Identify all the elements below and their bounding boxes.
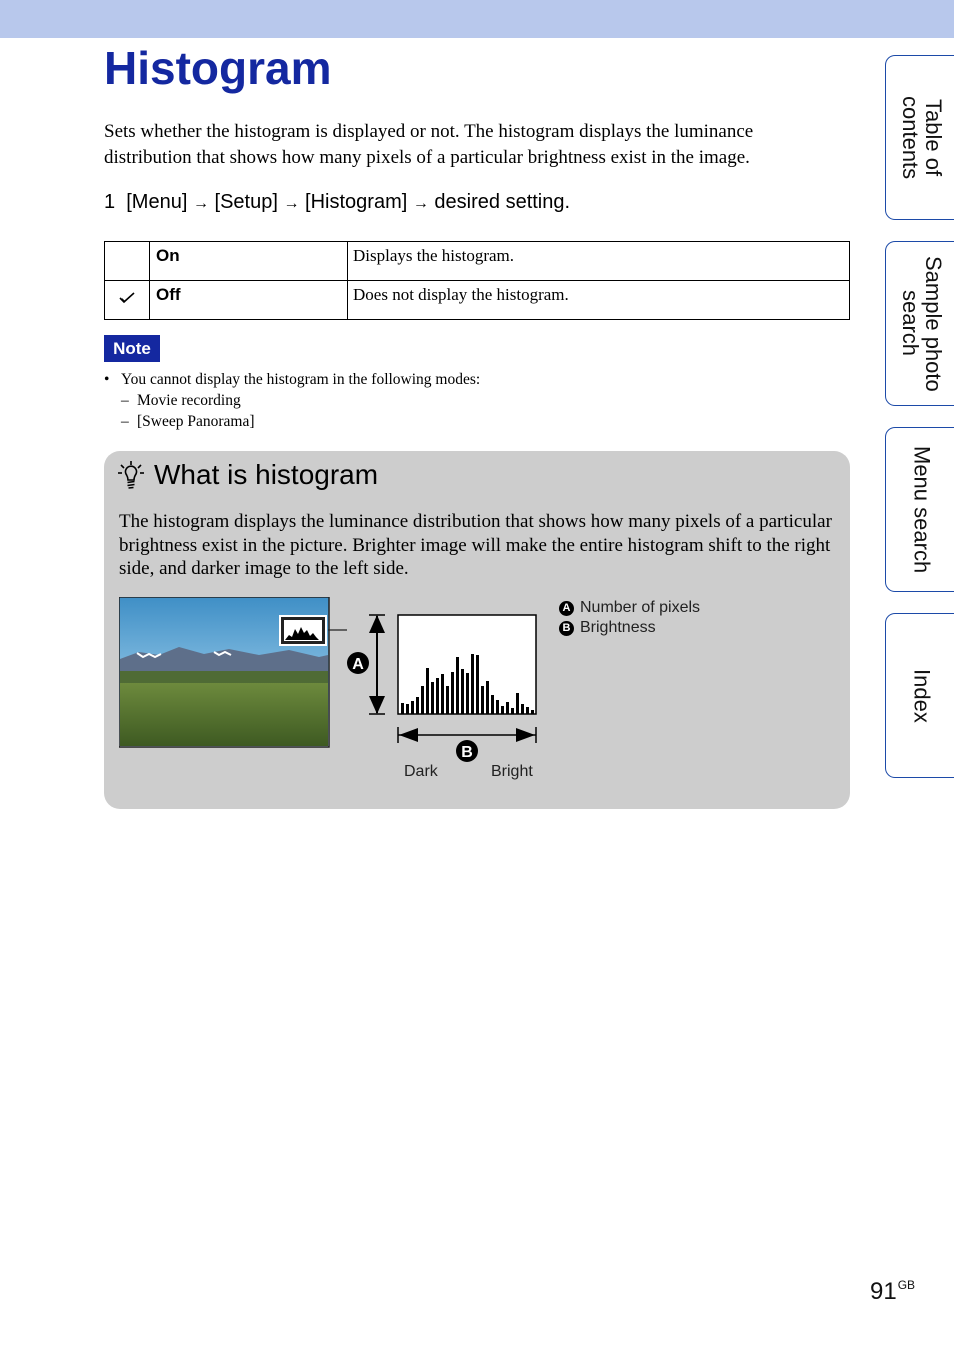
tab-table-of-contents[interactable] — [885, 55, 954, 220]
tip-body: The histogram displays the luminance distribution that shows how many pixels of a particular brightness exist in the picture. Brighter image will make the entire histogram shift to the right side, and darker image to the left side. — [119, 511, 832, 579]
legend-marker: B — [559, 621, 574, 636]
bullet: • — [104, 371, 110, 388]
list-item — [104, 369, 480, 390]
arrow-icon: → — [412, 195, 429, 212]
mode-item: [Sweep Panorama] — [137, 413, 255, 430]
header-bar — [0, 0, 954, 38]
tip-heading: What is histogram — [154, 459, 379, 490]
option-description: Displays the histogram. — [348, 242, 850, 281]
marker-a: A — [352, 656, 364, 673]
table-row — [105, 242, 850, 281]
page-number-suffix: GB — [897, 1278, 916, 1292]
list-item — [104, 411, 480, 432]
default-check-icon — [119, 291, 135, 305]
lightbulb-icon — [118, 460, 144, 492]
option-name: On — [150, 242, 348, 281]
settings-table — [104, 241, 850, 320]
step-number: 1 — [104, 191, 116, 213]
step-part-setting: desired setting. — [434, 191, 571, 213]
tab-label: Menu search — [909, 445, 935, 574]
mode-item: Movie recording — [137, 392, 241, 409]
default-marker-cell — [105, 281, 150, 320]
dash: – — [121, 413, 129, 430]
note-text: You cannot display the histogram in the following modes: — [121, 371, 481, 388]
default-marker-cell — [105, 242, 150, 281]
marker-b: B — [461, 744, 473, 761]
dash: – — [121, 392, 129, 409]
list-item — [104, 390, 480, 411]
legend-text: Number of pixels — [580, 599, 701, 616]
page-title: Histogram — [104, 42, 332, 94]
camera-screen-image — [119, 597, 359, 749]
page-number-value: 91 — [870, 1278, 897, 1305]
tip-box — [104, 451, 850, 809]
note-list — [104, 369, 480, 432]
page-number — [870, 1278, 915, 1306]
step-part-setup: [Setup] — [214, 191, 278, 213]
diagram-legend — [559, 598, 700, 638]
legend-item — [559, 598, 700, 618]
tab-label: Sample photo search — [898, 255, 946, 392]
legend-text: Brightness — [580, 619, 656, 636]
step-part-histogram: [Histogram] — [305, 191, 408, 213]
table-row — [105, 281, 850, 320]
tab-label: Table of contents — [898, 95, 946, 180]
legend-item — [559, 618, 700, 638]
option-description: Does not display the histogram. — [348, 281, 850, 320]
arrow-icon: → — [283, 195, 300, 212]
arrow-icon: → — [192, 195, 209, 212]
tab-label: Index — [909, 668, 935, 723]
option-name: Off — [150, 281, 348, 320]
axis-label-dark: Dark — [404, 763, 438, 780]
legend-marker: A — [559, 601, 574, 616]
tab-sample-photo-search[interactable] — [885, 241, 954, 406]
note-badge: Note — [104, 335, 160, 362]
tab-menu-search[interactable] — [885, 427, 954, 592]
axis-label-bright: Bright — [491, 763, 533, 780]
step-part-menu: [Menu] — [126, 191, 188, 213]
menu-step — [104, 189, 570, 217]
tab-index[interactable] — [885, 613, 954, 778]
intro-paragraph: Sets whether the histogram is displayed or not. The histogram displays the luminance distribution that shows how many pixels of a particular brightness exist in the image. — [104, 121, 754, 168]
